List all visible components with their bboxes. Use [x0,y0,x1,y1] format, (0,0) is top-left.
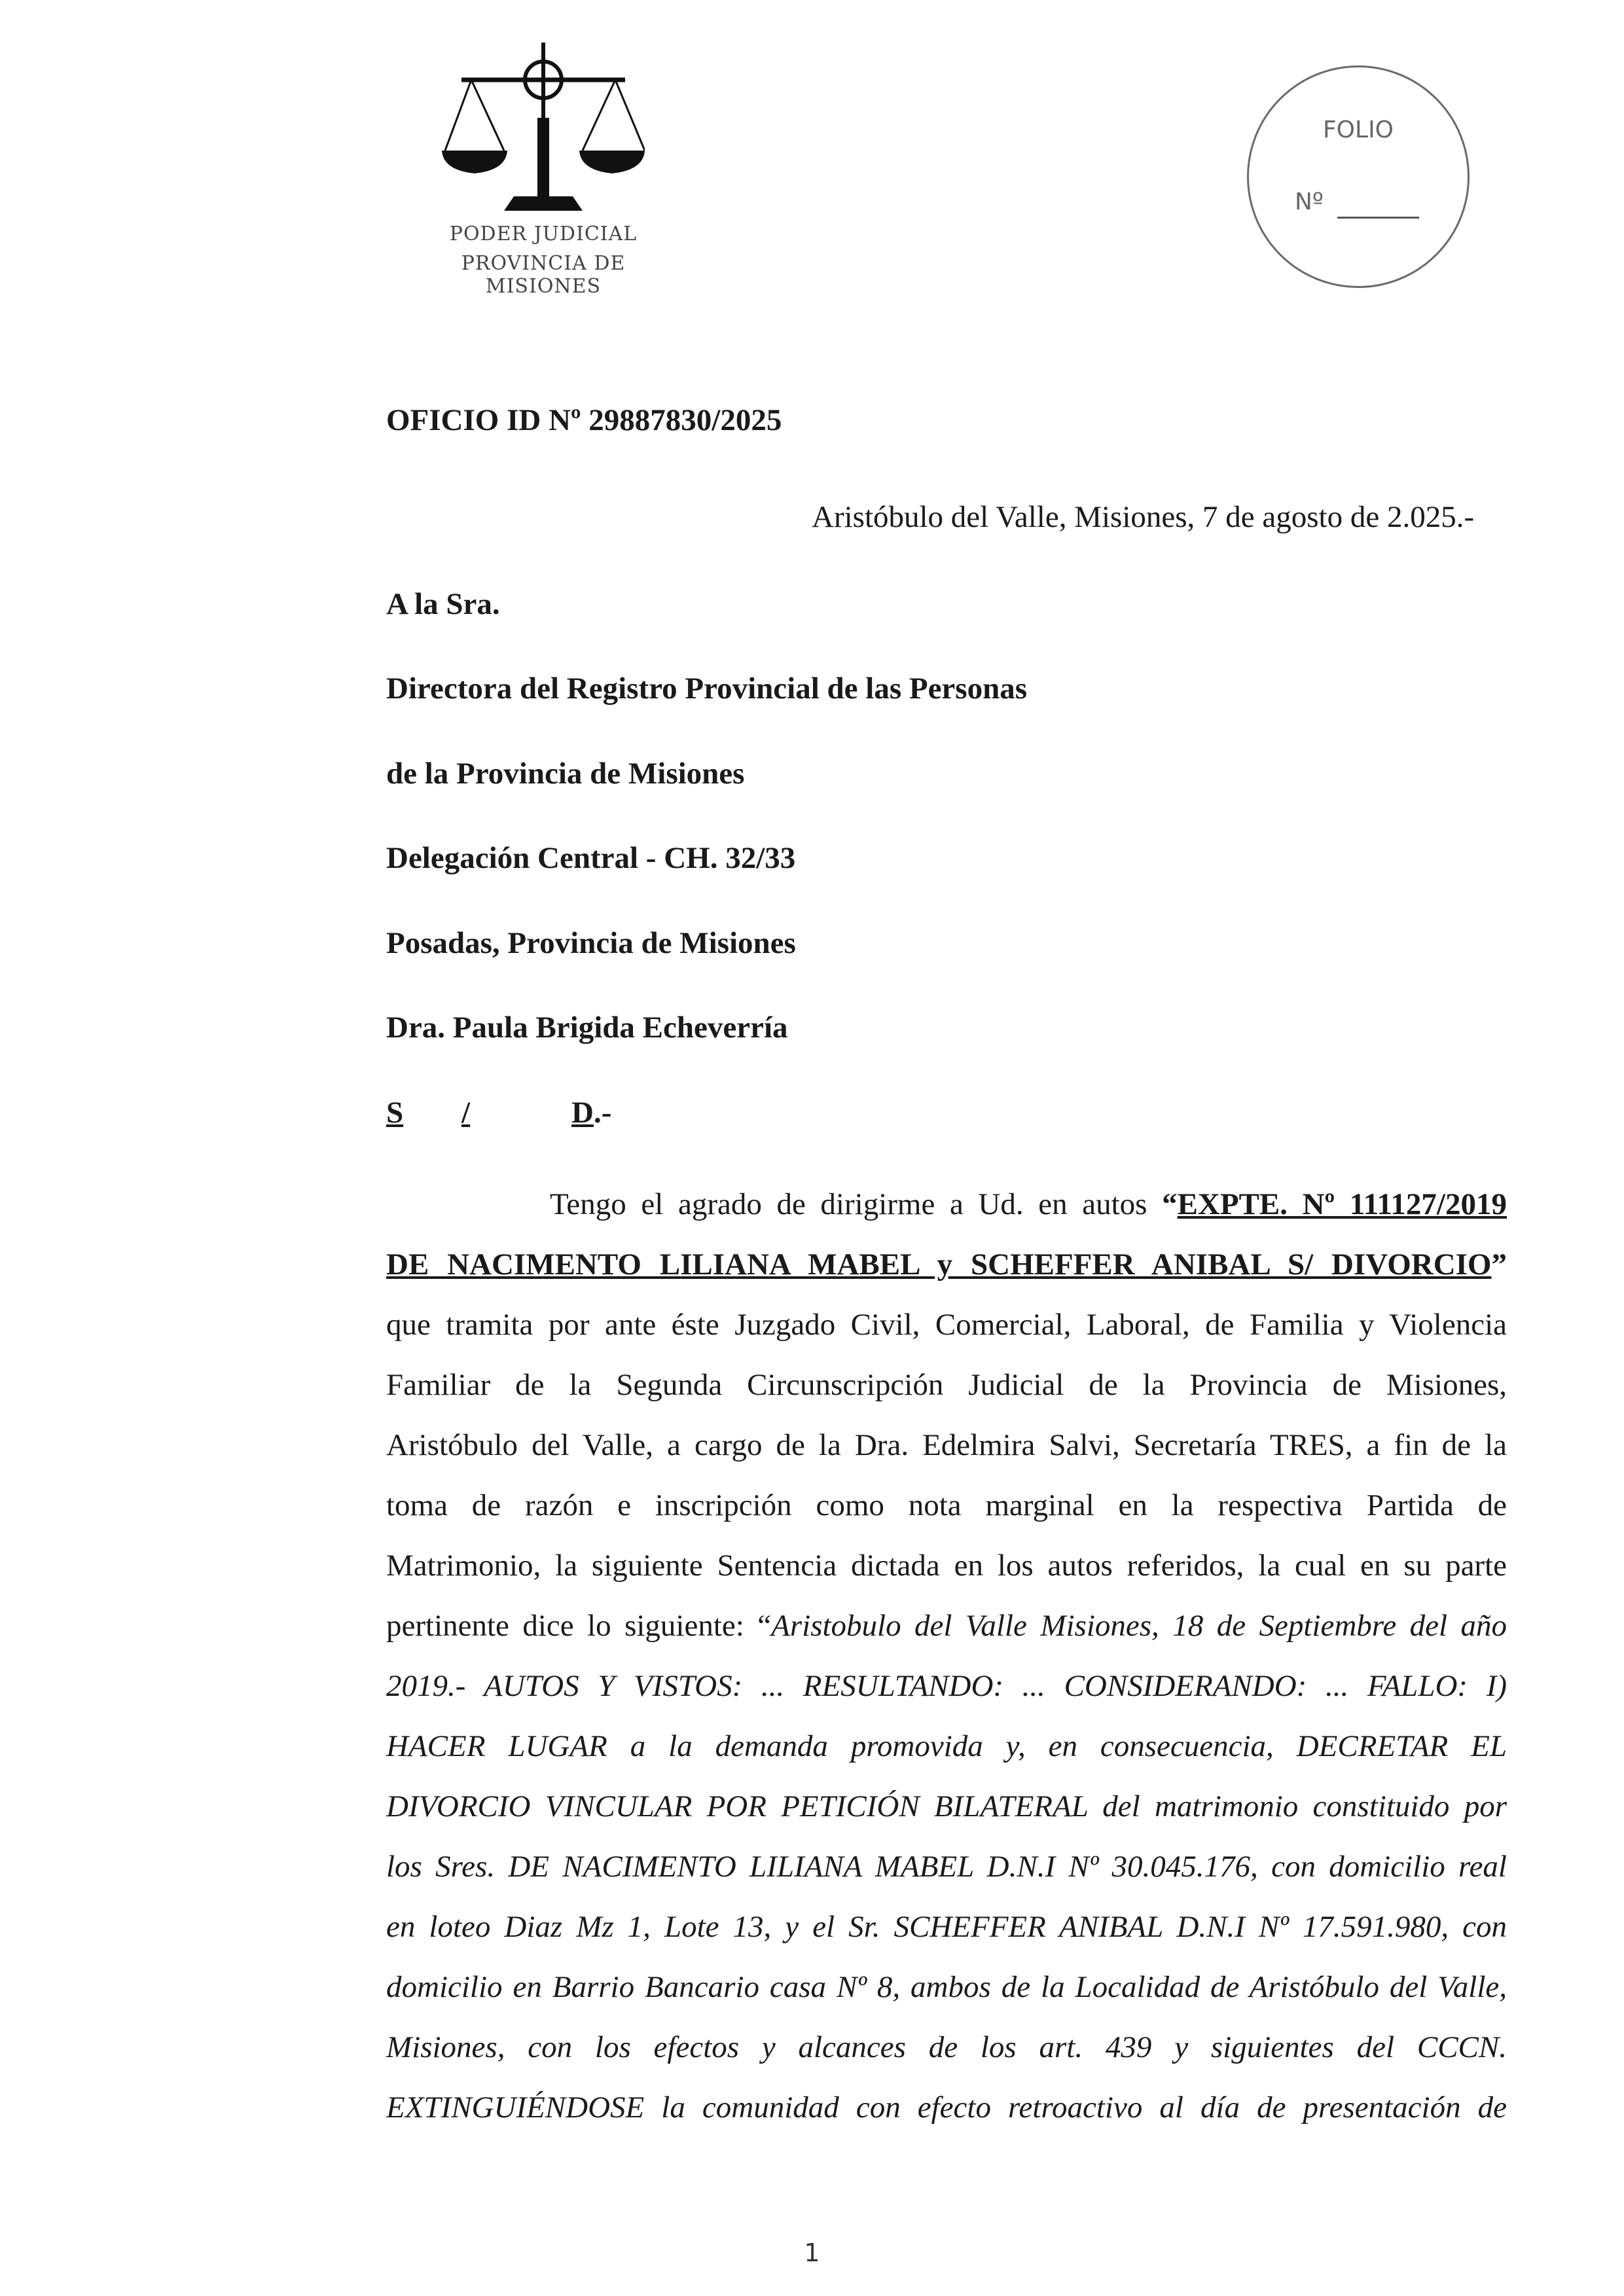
body-line-11: DIVORCIO VINCULAR POR PETICIÓN BILATERAL del matrimonio constituido por [386,1789,1507,1823]
recipient-line: Dra. Paula Brigida Echeverría [386,1011,788,1045]
sd-suffix: .- [593,1096,612,1130]
body-line-9: 2019.- AUTOS Y VISTOS: ... RESULTANDO: ... CONSIDERANDO: ... FALLO: I) [386,1669,1507,1703]
sd-s: S [386,1096,404,1130]
sd-slash: / [461,1096,471,1130]
quote-open: “ [1162,1187,1178,1221]
recipient-line: Posadas, Provincia de Misiones [386,926,796,960]
poder-judicial-logo [406,39,681,298]
body-text: pertinente dice lo siguiente: “ [386,1609,772,1643]
stamp-number-label: Nº [1295,188,1324,215]
body-line-14: domicilio en Barrio Bancario casa Nº 8, ambos de la Localidad de Aristóbulo del Valle, [386,1970,1507,2004]
body-line-3: que tramita por ante éste Juzgado Civil, Comercial, Laboral, de Familia y Violencia [386,1308,1507,1342]
body-line-7: Matrimonio, la siguiente Sentencia dictada en los autos referidos, la cual en su parte [386,1549,1507,1583]
stamp-folio-label: FOLIO [1322,117,1394,143]
body-line-12: los Sres. DE NACIMENTO LILIANA MABEL D.N.I Nº 30.045.176, con domicilio real [386,1850,1507,1884]
body-line-5: Aristóbulo del Valle, a cargo de la Dra. Edelmira Salvi, Secretaría TRES, a fin de la [386,1428,1507,1462]
body-text: Tengo el agrado de dirigirme a Ud. en autos [550,1187,1163,1221]
place-date: Aristóbulo del Valle, Misiones, 7 de agosto de 2.025.- [812,500,1475,534]
recipient-line: A la Sra. [386,587,500,621]
stamp-number-blank [1337,217,1419,219]
body-line-16: EXTINGUIÉNDOSE la comunidad con efecto retroactivo al día de presentación de [386,2090,1507,2125]
body-line-10: HACER LUGAR a la demanda promovida y, en consecuencia, DECRETAR EL [386,1729,1507,1763]
oficio-id: OFICIO ID Nº 29887830/2025 [386,403,782,437]
body-line-1 [550,1185,1507,1224]
body-line-8 [386,1606,1507,1645]
recipient-line: Delegación Central - CH. 32/33 [386,841,796,875]
recipient-line: Directora del Registro Provincial de las Personas [386,672,1028,706]
body-line-6: toma de razón e inscripción como nota marginal en la respectiva Partida de [386,1488,1507,1522]
body-line-2 [386,1245,1507,1284]
body-line-4: Familiar de la Segunda Circunscripción Judicial de la Provincia de Misiones, [386,1368,1507,1402]
logo-line-2: PROVINCIA DE MISIONES [461,252,626,298]
quote-close: ” [1491,1247,1507,1282]
page-number: 1 [804,2238,820,2267]
recipient-line: de la Provincia de Misiones [386,757,745,791]
case-parties: DE NACIMENTO LILIANA MABEL y SCHEFFER ANIBAL S/ DIVORCIO [386,1247,1492,1282]
expte-number: EXPTE. Nº 111127/2019 [1177,1187,1507,1221]
body-line-13: en loteo Diaz Mz 1, Lote 13, y el Sr. SCHEFFER ANIBAL D.N.I Nº 17.591.980, con [386,1910,1507,1944]
folio-stamp [1247,65,1470,288]
sentence-text: Aristobulo del Valle Misiones, 18 de Septiembre del año [771,1609,1507,1643]
body-line-15: Misiones, con los efectos y alcances de los art. 439 y siguientes del CCCN. [386,2030,1507,2064]
scales-of-justice-icon [442,39,645,216]
sd-d: D [571,1096,594,1130]
logo-line-1: PODER JUDICIAL [449,223,638,245]
salutation-sd [386,1093,611,1132]
